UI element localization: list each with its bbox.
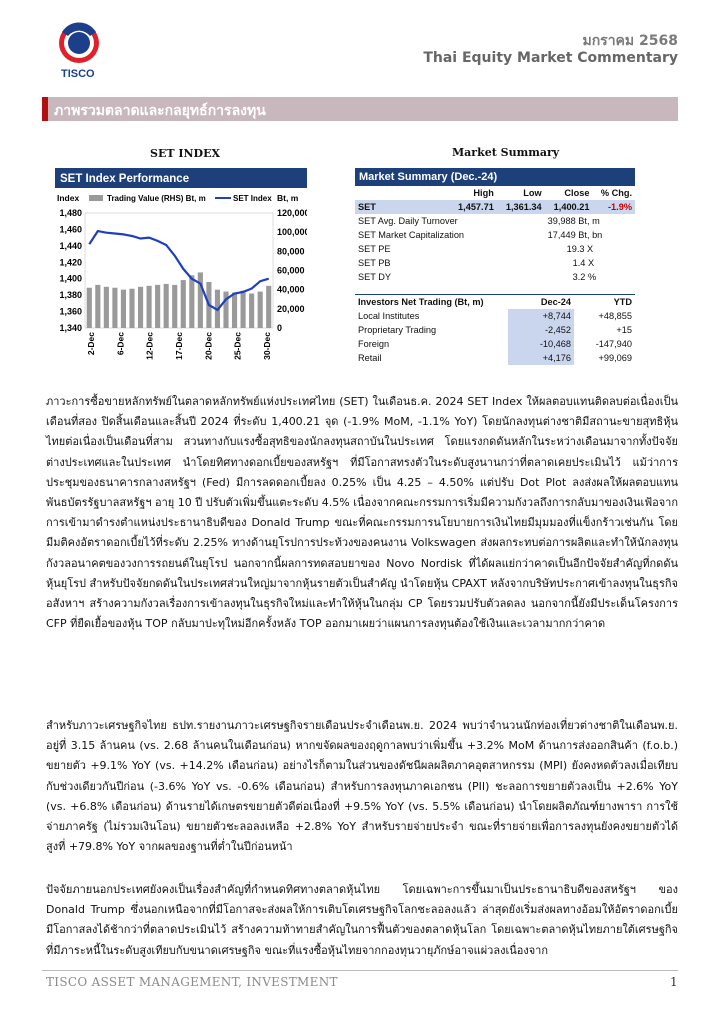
section-accent — [42, 97, 48, 121]
tisco-logo — [54, 18, 104, 88]
row-label: SET Market Capitalization — [358, 230, 465, 240]
right-tick-label: 100,000 — [277, 227, 307, 238]
set-high: 1,457.71 — [449, 200, 497, 214]
row-value: 17,449 Bt, bn — [547, 230, 603, 240]
table-row — [355, 228, 635, 242]
market-summary-table — [355, 168, 635, 284]
legend-bar-swatch — [89, 195, 103, 201]
left-tick-label: 1,440 — [59, 240, 82, 251]
row-dec: -10,468 — [508, 337, 574, 351]
row-value: 3.2 % — [572, 272, 597, 282]
paragraph-thai-economy: สำหรับภาวะเศรษฐกิจไทย ธปท.รายงานภาวะเศรษฐกิจรายเดือนประจำเดือนพ.ย. 2024 พบว่าจำนวนนักท่องเที่ยวต่างชาติในเดือนพ.ย. อยู่ที่ 3.15 ล้านคน (vs. 2.68 ล้านคนในเดือนก่อน) หากขจัดผลของฤดูกาลพบว่าเพิ่มขึ้น +3.2% MoM ด้านการส่งออกสินค้า (f.o.b.) ขยายตัว +9.1% YoY (vs. +14.2% เดือนก่อน) อย่างไรก็ตามในส่วนของดัชนีผลผลิตภาคอุตสาหกรรม (MPI) ยังคงหดตัวลงเมื่อเทียบกับช่วงเดียวกันปีก่อน (-3.6% YoY vs. -0.6% เดือนก่อน) สำหรับการลงทุนภาคเอกชน (PII) ชะลอการขยายตัวลงเป็น +2.6% YoY (vs. +6.8% เดือนก่อน) ด้านรายได้เกษตรขยายตัวดีต่อเนื่องที่ +9.5% YoY (vs. 5.5% เดือนก่อน) นำโดยผลิตภัณฑ์ยางพารา การใช้จ่ายภาครัฐ (ไม่รวมเงินโอน) ขยายตัวชะลอลงเหลือ +2.8% YoY สำหรับรายจ่ายประจำ ขณะที่รายจ่ายเพื่อการลงทุนยังคงขยายตัวได้สูงที่ +79.8% YoY จากผลของฐานที่ต่ำในปีก่อนหน้า — [46, 719, 678, 854]
table-row — [355, 337, 635, 351]
left-tick-label: 1,460 — [59, 224, 82, 235]
logo-text: TISCO — [61, 68, 95, 80]
right-axis-label: Bt, m — [277, 193, 299, 203]
chart-plot — [59, 208, 307, 360]
page-number: 1 — [670, 975, 678, 989]
trading-value-bar — [189, 275, 194, 328]
footer-divider — [42, 970, 678, 971]
trading-value-bar — [147, 286, 152, 328]
report-date: มกราคม 2568 — [582, 33, 678, 49]
set-label: SET — [355, 200, 449, 214]
col-close: Close — [564, 188, 590, 198]
caption-market-summary: Market Summary — [452, 146, 560, 159]
row-ytd: +99,069 — [598, 353, 632, 363]
table-row — [355, 323, 635, 337]
row-ytd: +15 — [616, 325, 632, 335]
x-tick-label: 25-Dec — [232, 332, 243, 360]
market-summary-header-row — [355, 186, 635, 200]
right-tick-label: 80,000 — [277, 246, 305, 257]
row-label: Retail — [358, 353, 382, 363]
row-label: SET PB — [358, 258, 391, 268]
x-tick-label: 20-Dec — [203, 332, 214, 360]
row-label: Foreign — [358, 339, 390, 349]
set-index-chart — [55, 168, 307, 375]
set-row — [355, 200, 635, 214]
row-dec: +4,176 — [508, 351, 574, 365]
row-dec: -2,452 — [508, 323, 574, 337]
row-value: 39,988 Bt, m — [547, 216, 600, 226]
right-tick-label: 20,000 — [277, 303, 305, 314]
trading-value-bar — [266, 286, 271, 328]
row-value: 1.4 X — [572, 258, 595, 268]
trading-value-bar — [104, 287, 109, 328]
footer-company: TISCO ASSET MANAGEMENT, INVESTMENT — [46, 975, 338, 989]
table-row — [355, 214, 635, 228]
table-row — [355, 309, 635, 323]
row-label: Proprietary Trading — [358, 325, 437, 335]
row-dec: +8,744 — [508, 309, 574, 323]
row-value: 19.3 X — [566, 244, 594, 254]
trading-value-bar — [87, 288, 92, 328]
trading-value-bar — [155, 285, 160, 328]
set-low: 1,361.34 — [497, 200, 545, 214]
left-axis-label: Index — [57, 193, 80, 203]
col-chg: % Chg. — [600, 188, 632, 198]
report-title: Thai Equity Market Commentary — [423, 50, 678, 66]
set-chg: -1.9% — [592, 200, 635, 214]
left-tick-label: 1,340 — [59, 323, 82, 333]
trading-value-bar — [258, 292, 263, 328]
right-tick-label: 60,000 — [277, 265, 305, 276]
trading-value-bar — [129, 289, 134, 328]
market-summary-title: Market Summary (Dec.-24) — [355, 168, 635, 186]
trading-value-bar — [164, 284, 169, 328]
table-row — [355, 242, 635, 256]
section-header — [42, 97, 678, 121]
row-ytd: -147,940 — [595, 339, 632, 349]
x-tick-label: 6-Dec — [115, 332, 126, 356]
right-tick-label: 0 — [277, 323, 283, 333]
section-title: ภาพรวมตลาดและกลยุทธ์การลงทุน — [54, 103, 266, 119]
trading-value-bar — [241, 291, 246, 328]
left-tick-label: 1,400 — [59, 273, 82, 284]
left-tick-label: 1,420 — [59, 257, 82, 268]
col-high: High — [473, 188, 494, 198]
caption-set-index: SET INDEX — [150, 147, 221, 160]
row-label: SET Avg. Daily Turnover — [358, 216, 458, 226]
investors-header-row — [355, 295, 635, 309]
trading-value-bar — [181, 280, 186, 328]
paragraph-market-overview: ภาวะการซื้อขายหลักทรัพย์ในตลาดหลักทรัพย์แห่งประเทศไทย (SET) ในเดือนธ.ค. 2024 SET Index ให้ผลตอบแทนติดลบต่อเนื่องเป็นเดือนที่สอง ปิดสิ้นเดือนและสิ้นปี 2024 ที่ระดับ 1,400.21 จุด (-1.9% MoM, -1.1% YoY) โดยนักลงทุนต่างชาติมีสถานะขายสุทธิหุ้นไทยต่อเนื่องเป็นเดือนที่สาม สวนทางกับแรงซื้อสุทธิของนักลงทุนสถาบันในประเทศ โดยแรงกดดันหลักในระหว่างเดือนมาจากทั้งปัจจัยต่างประเทศและในประเทศ นำโดยทิศทางดอกเบี้ยของสหรัฐฯ ที่มีโอกาสทรงตัวในระดับสูงนานกว่าที่ตลาดเคยประเมินไว้ แม้ว่าการประชุมของธนาคารกลางสหรัฐฯ (Fed) มีการลดดอกเบี้ยลง 0.25% เป็น 4.25 – 4.50% แต่ปรับ Dot Plot ลงส่งผลให้ผลตอบแทนพันธบัตรรัฐบาลสหรัฐฯ อายุ 10 ปี ปรับตัวเพิ่มขึ้นแตะระดับ 4.5% เนื่องจากคณะกรรมการเริ่มมีความกังวลถึงการกลับมาของเงินเฟ้อจากการเข้ามาดำรงตำแหน่งประธานาธิบดีของ Donald Trump ขณะที่คณะกรรมการนโยบายการเงินไทยมีมุมมองที่แข็งกร้าวเช่นกัน โดยมีมติคงอัตราดอกเบี้ยไว้ที่ระดับ 2.25% ทางด้านยุโรปการประท้วงของคนงาน Volkswagen ส่งผลกระทบต่อการผลิตและทำให้นักลงทุนกังวลอนาคตของวงการรถยนต์ในยุโรป นอกจากนี้ผลการทดสอบยาของ Novo Nordisk ที่ได้ผลแย่กว่าคาดเป็นอีกปัจจัยสำคัญที่กดดันหุ้นยุโรป สำหรับปัจจัยกดดันในประเทศส่วนใหญ่มาจากหุ้นรายตัวเป็นสำคัญ นำโดยหุ้น CPAXT หลังจากบริษัทประกาศเข้าลงทุนในธุรกิจอสังหาฯ สร้างความกังวลเรื่องการเข้าลงทุนในธุรกิจใหม่และทำให้หุ้นในกลุ่ม CP โดยรวมปรับตัวลดลง นอกจากนี้ยังมีประเด็นโครงการ CFP ที่ยืดเยื้อของหุ้น TOP กลับมาปะทุใหม่อีกครั้งหลัง TOP ออกมาเผยว่าแผนการลงทุนต้องใช้เงินและเวลามากกว่าคาด — [46, 395, 678, 631]
investors-title: Investors Net Trading (Bt, m) — [358, 297, 484, 307]
table-row — [355, 256, 635, 270]
x-tick-label: 12-Dec — [144, 332, 155, 360]
legend-trading-value: Trading Value (RHS) Bt, m — [107, 194, 206, 203]
col-low: Low — [523, 188, 542, 198]
col-ytd: YTD — [613, 297, 632, 307]
left-tick-label: 1,360 — [59, 306, 82, 317]
chart-title: SET Index Performance — [60, 173, 190, 185]
legend-set-index: SET Index — [233, 194, 272, 203]
set-close: 1,400.21 — [545, 200, 593, 214]
row-label: SET PE — [358, 244, 391, 254]
right-tick-label: 40,000 — [277, 284, 305, 295]
x-tick-label: 30-Dec — [262, 332, 272, 360]
table-row — [355, 270, 635, 284]
trading-value-bar — [121, 290, 126, 328]
trading-value-bar — [172, 285, 177, 328]
row-label: Local Institutes — [358, 311, 420, 321]
chart-svg — [55, 168, 307, 375]
trading-value-bar — [232, 293, 237, 328]
paragraph-external-factors: ปัจจัยภายนอกประเทศยังคงเป็นเรื่องสำคัญที่กำหนดทิศทางตลาดหุ้นไทย โดยเฉพาะการขึ้นมาเป็นประธานาธิบดีของสหรัฐฯ ของ Donald Trump ซึ่งนอกเหนือจากที่มีโอกาสจะส่งผลให้การเติบโตเศรษฐกิจโลกชะลอลงแล้ว ล่าสุดยังเริ่มส่งผลทางอ้อมให้อัตราดอกเบี้ยมีโอกาสลงได้ช้ากว่าที่ตลาดประเมินไว้ สร้างความท้าทายสำคัญในการฟื้นตัวของตลาดหุ้นโลก โดยเฉพาะตลาดหุ้นไทยภายใต้เศรษฐกิจที่มีภาระหนี้ในระดับสูงเทียบกับขนาดเศรษฐกิจ ขณะที่แรงซื้อหุ้นไทยจากกองทุนวายุภักษ์อาจแผ่วลงเนื่องจาก — [46, 883, 678, 957]
col-dec: Dec-24 — [540, 297, 571, 307]
trading-value-bar — [249, 294, 254, 329]
x-tick-label: 2-Dec — [86, 332, 96, 356]
trading-value-bar — [95, 285, 100, 328]
left-tick-label: 1,480 — [59, 208, 82, 218]
trading-value-bar — [138, 287, 143, 328]
trading-value-bar — [112, 288, 117, 328]
left-tick-label: 1,380 — [59, 290, 82, 301]
table-row — [355, 351, 635, 365]
right-tick-label: 120,000 — [277, 208, 307, 218]
row-label: SET DY — [358, 272, 392, 282]
row-ytd: +48,855 — [598, 311, 632, 321]
investors-net-trading-table — [355, 294, 635, 365]
trading-value-bar — [198, 272, 203, 328]
x-tick-label: 17-Dec — [174, 332, 184, 360]
